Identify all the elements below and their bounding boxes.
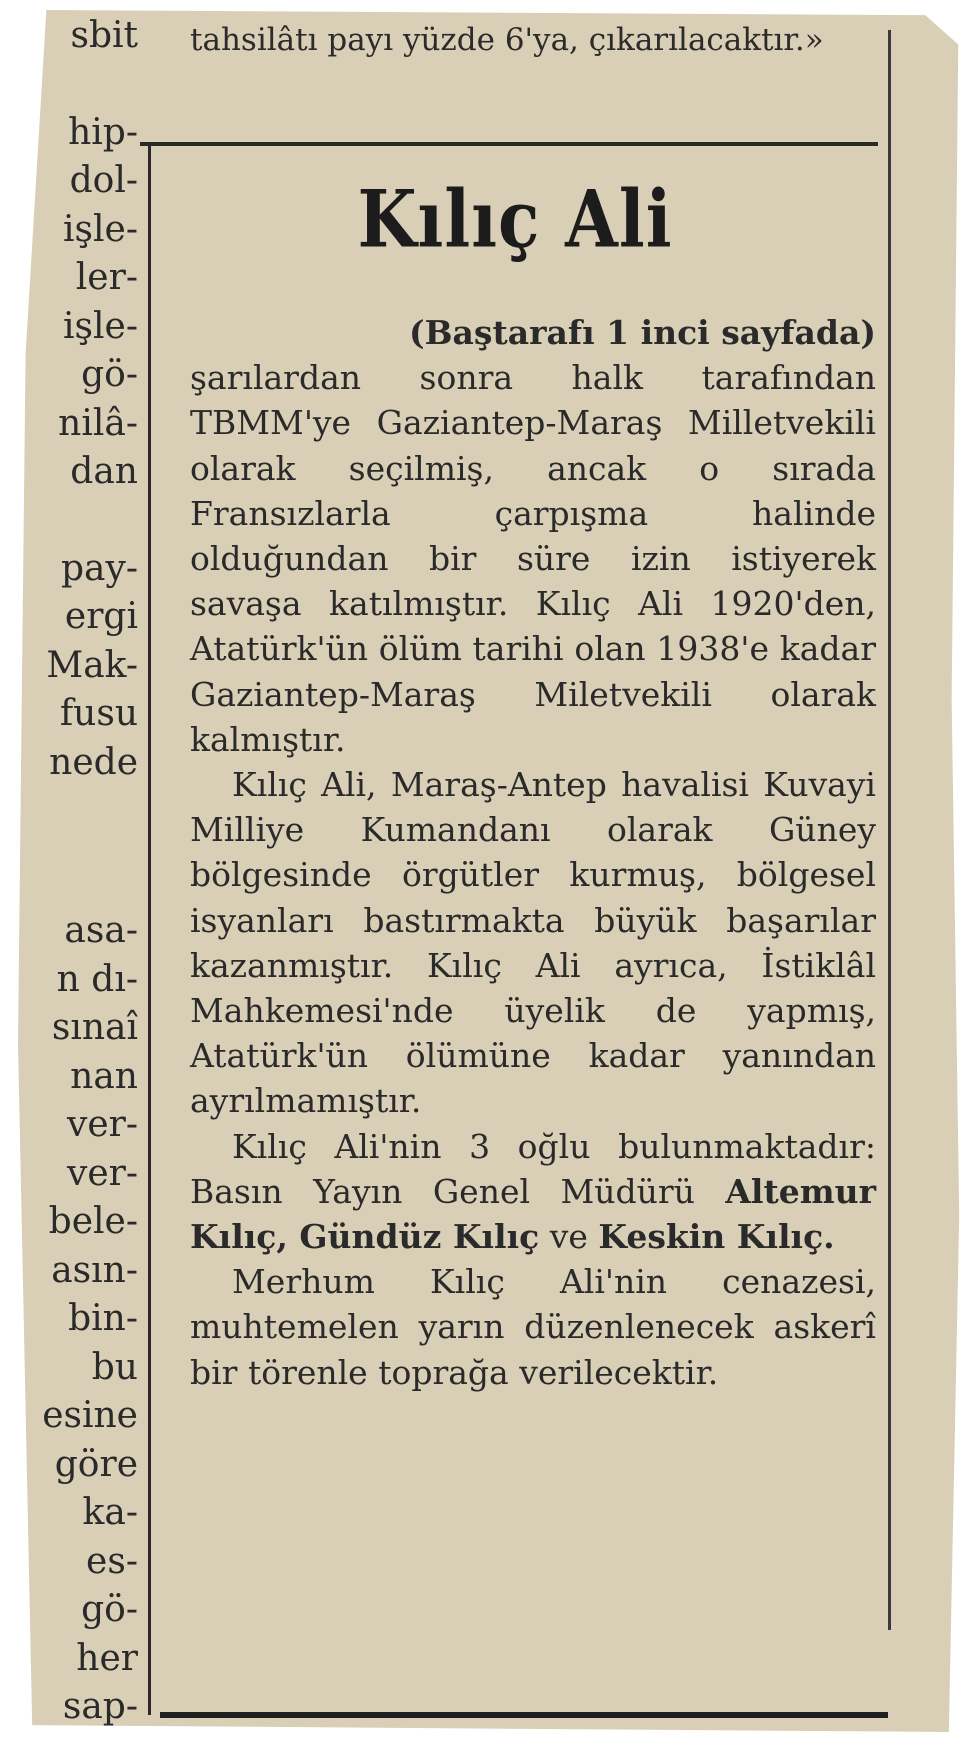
column-border xyxy=(888,30,891,1630)
left-word: bele- xyxy=(48,1201,138,1242)
left-word: sbit xyxy=(70,15,138,56)
bottom-rule xyxy=(160,1712,888,1718)
left-word: dan xyxy=(70,451,138,492)
left-word: bu xyxy=(91,1346,138,1388)
left-word: ka- xyxy=(82,1492,138,1533)
left-word: fusu xyxy=(59,693,138,734)
left-word: asa- xyxy=(64,910,138,951)
paragraph-text: Kılıç Ali'nin 3 oğlu bulunmaktadır: Basın Yayın Genel Müdürü xyxy=(190,1126,876,1211)
left-word: ler- xyxy=(75,257,138,298)
left-word: Mak- xyxy=(46,644,138,686)
previous-article-tail: tahsilâtı payı yüzde 6'ya, çıkarılacaktır.» xyxy=(190,22,824,58)
left-word: nilâ- xyxy=(58,402,138,444)
article-body xyxy=(190,310,876,1395)
left-word: ergi xyxy=(64,596,138,637)
son-name: Keskin Kılıç. xyxy=(598,1217,835,1257)
left-word: dol- xyxy=(69,160,138,201)
left-word: göre xyxy=(54,1443,138,1485)
left-word: her xyxy=(76,1637,138,1679)
paragraph: Merhum Kılıç Ali'nin cenazesi, muhtemelen yarın düzenlenecek askerî bir törenle toprağa verilecektir. xyxy=(190,1262,876,1392)
son-names: Altemur Kılıç, Gündüz Kılıç xyxy=(190,1171,876,1257)
left-word: gö- xyxy=(81,1589,138,1630)
left-word: asın- xyxy=(51,1249,138,1291)
left-word: sınaî xyxy=(51,1007,138,1048)
adjacent-column-fragment xyxy=(18,12,138,1732)
left-word: esine xyxy=(42,1395,138,1436)
paragraph: Kılıç Ali, Maraş-Antep havalisi Kuvayi Milliye Kumandanı olarak Güney bölgesinde örgütler kurmuş, bölgesel isyanları bastırmakta büyük başarılar kazanmıştır. Kılıç Ali ayrıca, İstiklâl Mahkemesi'nde üyelik de yapmış, Atatürk'ün ölümüne kadar yanından ayrılmamıştır. xyxy=(190,765,876,1121)
left-word: hip- xyxy=(68,111,138,153)
column-divider xyxy=(148,145,151,1715)
left-word: ver- xyxy=(66,1152,138,1194)
article-headline: Kılıç Ali xyxy=(357,174,673,266)
left-word: es- xyxy=(86,1540,138,1582)
left-word: işle- xyxy=(63,208,138,250)
paragraph xyxy=(190,1124,876,1260)
left-word: gö- xyxy=(81,354,138,395)
paragraph: şarılardan sonra halk tarafından TBMM'ye Gaziantep-Maraş Milletvekili olarak seçilmiş, ancak o sırada Fransızlarla çarpışma halinde olduğundan bir süre izin istiyerek savaşa katılmıştır. Kılıç Ali 1920'den, Atatürk'ün ölüm tarihi olan 1938'e kadar Gaziantep-Maraş Miletvekili olarak kalmıştır. xyxy=(190,358,876,759)
paragraph-text: ve xyxy=(539,1217,599,1257)
left-word: pay- xyxy=(60,547,138,589)
left-word: bin- xyxy=(68,1298,138,1339)
left-word: nan xyxy=(70,1055,138,1097)
left-word: ver- xyxy=(66,1104,138,1145)
left-word: n dı- xyxy=(56,958,138,1000)
left-word: sap- xyxy=(62,1686,138,1727)
left-word: nede xyxy=(49,741,138,783)
left-word: işle- xyxy=(63,305,138,347)
continuation-note: (Baştarafı 1 inci sayfada) xyxy=(409,313,876,352)
article-separator xyxy=(140,142,878,146)
